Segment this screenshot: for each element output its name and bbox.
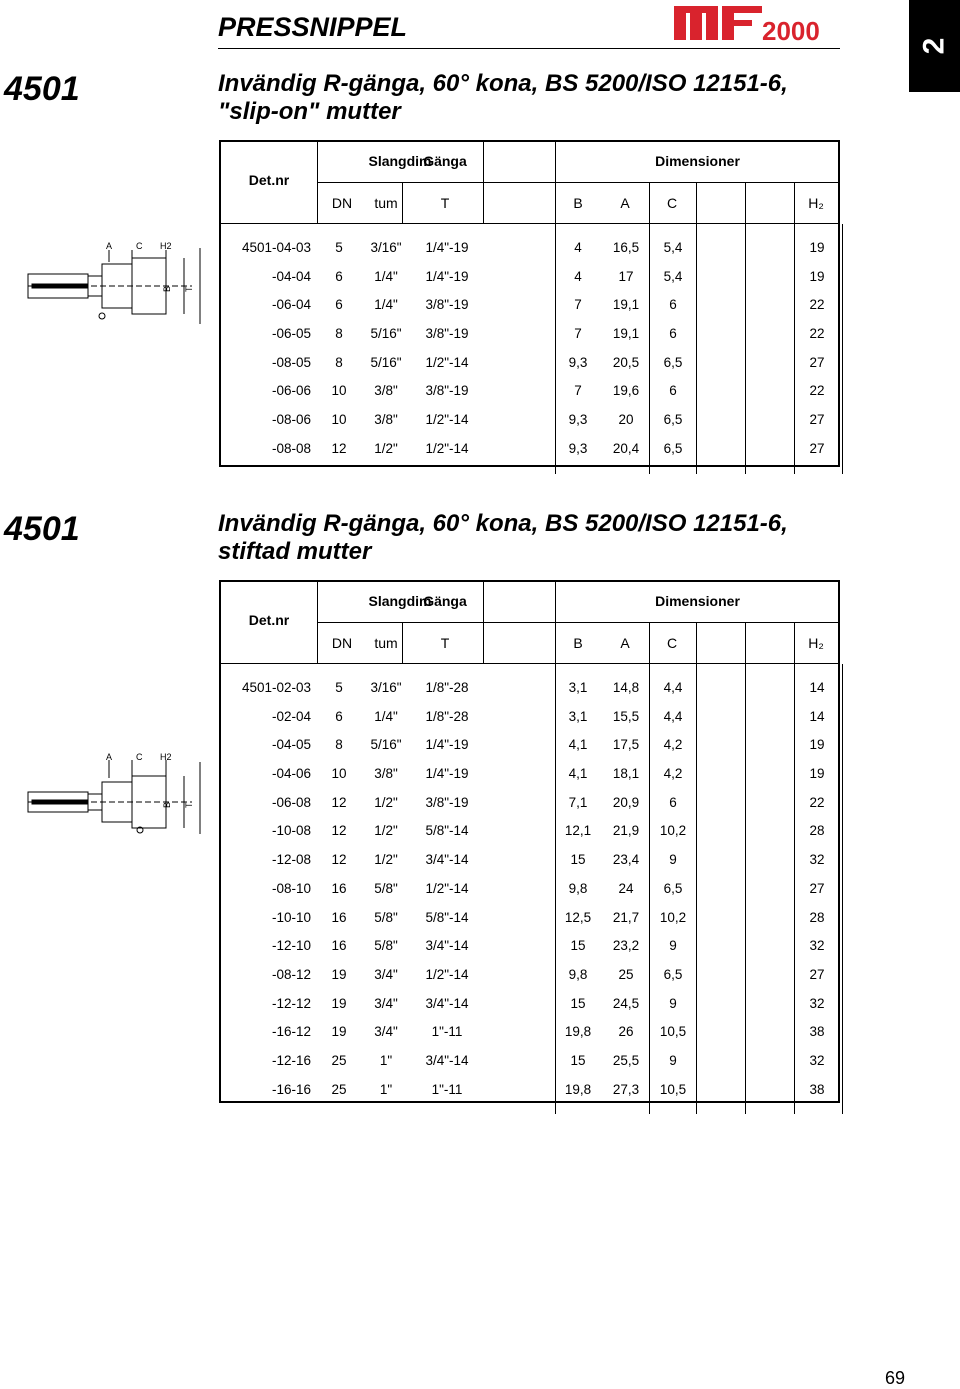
- cell-b: 9,3: [568, 440, 588, 456]
- body-divider: [649, 224, 650, 474]
- cell-tum: 1/2": [374, 794, 398, 810]
- cell-c: 9: [669, 995, 677, 1011]
- cell-tum: 1/4": [374, 708, 398, 724]
- header-detnr: Det.nr: [248, 612, 290, 628]
- product-title-2: [218, 510, 858, 566]
- cell-dn: 12: [331, 823, 347, 839]
- cell-tum: 1/2": [374, 852, 398, 868]
- cell-detnr: 4501-04-03: [241, 240, 311, 255]
- spec-table-2: [219, 580, 840, 1103]
- cell-thread: 1/4"-19: [425, 268, 469, 284]
- cell-dn: 10: [331, 766, 347, 782]
- cell-a: 18,1: [612, 766, 640, 782]
- cell-detnr: -04-06: [271, 766, 311, 782]
- cell-b: 7,1: [568, 794, 588, 810]
- cell-dn: 6: [335, 297, 343, 313]
- cell-b: 3,1: [568, 708, 588, 724]
- cell-detnr: -10-08: [271, 823, 311, 839]
- drawing-label-t: T: [184, 802, 194, 808]
- header-t: T: [440, 635, 450, 651]
- cell-tum: 1/2": [374, 440, 398, 456]
- cell-thread: 1"-11: [431, 1081, 463, 1097]
- cell-dn: 19: [331, 1024, 347, 1040]
- cell-tum: 5/16": [370, 737, 402, 753]
- cell-dn: 25: [331, 1081, 347, 1097]
- cell-b: 19,8: [564, 1081, 592, 1097]
- cell-c: 6,5: [663, 440, 683, 456]
- cell-tum: 3/8": [374, 412, 398, 428]
- header-dn: DN: [331, 635, 353, 651]
- header-slangdim: Slangdim: [368, 153, 432, 169]
- header-tum: tum: [374, 635, 398, 651]
- cell-h2: 27: [809, 412, 825, 428]
- cell-thread: 5/8"-14: [425, 909, 469, 925]
- cell-thread: 1/2"-14: [425, 440, 469, 456]
- fitting-drawing-slip-on: [24, 240, 204, 330]
- cell-c: 10,2: [659, 823, 687, 839]
- cell-h2: 38: [809, 1081, 825, 1097]
- cell-detnr: -12-12: [271, 995, 311, 1011]
- header-detnr: Det.nr: [248, 172, 290, 188]
- cell-h2: 19: [809, 240, 825, 255]
- cell-thread: 3/4"-14: [425, 938, 469, 954]
- cell-dn: 12: [331, 852, 347, 868]
- cell-c: 6: [669, 383, 677, 399]
- brand-logo: [672, 2, 842, 44]
- cell-dn: 8: [335, 737, 343, 753]
- cell-b: 19,8: [564, 1024, 592, 1040]
- cell-c: 6,5: [663, 880, 683, 896]
- cell-c: 6: [669, 794, 677, 810]
- cell-tum: 1/4": [374, 297, 398, 313]
- cell-b: 4,1: [568, 737, 588, 753]
- cell-thread: 3/8"-19: [425, 326, 469, 342]
- cell-a: 23,4: [612, 852, 640, 868]
- cell-h2: 19: [809, 766, 825, 782]
- cell-c: 5,4: [663, 268, 683, 284]
- header-ganga: Gänga: [423, 153, 467, 169]
- cell-b: 9,3: [568, 412, 588, 428]
- header-a: A: [620, 195, 630, 211]
- body-divider: [842, 664, 843, 1114]
- cell-thread: 1/4"-19: [425, 766, 469, 782]
- cell-thread: 5/8"-14: [425, 823, 469, 839]
- body-divider: [794, 224, 795, 474]
- drawing-label-c: C: [136, 752, 143, 762]
- cell-c: 10,5: [659, 1024, 687, 1040]
- header-c: C: [666, 635, 678, 651]
- cell-thread: 1/2"-14: [425, 354, 469, 370]
- section-tab-number: 2: [917, 37, 951, 55]
- cell-h2: 19: [809, 737, 825, 753]
- cell-tum: 5/8": [374, 909, 398, 925]
- cell-dn: 25: [331, 1052, 347, 1068]
- cell-detnr: 4501-02-03: [241, 680, 311, 695]
- cell-detnr: -08-08: [271, 440, 311, 456]
- cell-dn: 6: [335, 708, 343, 724]
- cell-b: 15: [570, 852, 586, 868]
- cell-a: 26: [618, 1024, 634, 1040]
- cell-detnr: -08-10: [271, 880, 311, 896]
- cell-dn: 16: [331, 938, 347, 954]
- cell-tum: 1": [379, 1081, 393, 1097]
- cell-h2: 38: [809, 1024, 825, 1040]
- cell-detnr: -08-06: [271, 412, 311, 428]
- cell-a: 20: [618, 412, 634, 428]
- cell-h2: 14: [809, 680, 825, 695]
- cell-tum: 3/8": [374, 766, 398, 782]
- cell-c: 10,2: [659, 909, 687, 925]
- cell-thread: 1"-11: [431, 1024, 463, 1040]
- cell-b: 12,1: [564, 823, 592, 839]
- header-b: B: [573, 195, 583, 211]
- cell-c: 6,5: [663, 354, 683, 370]
- cell-b: 15: [570, 995, 586, 1011]
- cell-thread: 3/4"-14: [425, 852, 469, 868]
- cell-c: 6: [669, 326, 677, 342]
- cell-h2: 32: [809, 938, 825, 954]
- cell-a: 14,8: [612, 680, 640, 695]
- body-divider: [696, 224, 697, 474]
- cell-detnr: -06-05: [271, 326, 311, 342]
- cell-tum: 5/8": [374, 880, 398, 896]
- cell-b: 7: [574, 383, 582, 399]
- cell-a: 25: [618, 966, 634, 982]
- header-slangdim: Slangdim: [368, 593, 432, 609]
- cell-detnr: -10-10: [271, 909, 311, 925]
- cell-c: 9: [669, 938, 677, 954]
- cell-c: 6,5: [663, 412, 683, 428]
- header-ganga: Gänga: [423, 593, 467, 609]
- cell-thread: 1/8"-28: [425, 708, 469, 724]
- cell-dn: 10: [331, 412, 347, 428]
- body-divider: [555, 664, 556, 1114]
- cell-a: 15,5: [612, 708, 640, 724]
- cell-h2: 27: [809, 440, 825, 456]
- cell-detnr: -06-06: [271, 383, 311, 399]
- cell-h2: 32: [809, 995, 825, 1011]
- fitting-drawing-stiftad: [24, 750, 204, 840]
- cell-tum: 5/16": [370, 354, 402, 370]
- header-subdivider: [696, 622, 697, 663]
- cell-tum: 3/8": [374, 383, 398, 399]
- cell-detnr: -16-12: [271, 1024, 311, 1040]
- drawing-label-t: T: [184, 286, 194, 292]
- section-tab: [909, 0, 960, 92]
- cell-h2: 22: [809, 383, 825, 399]
- product-title-1: [218, 70, 858, 126]
- table-body: [221, 224, 838, 464]
- cell-h2: 28: [809, 909, 825, 925]
- product-number-1: 4501: [4, 70, 80, 108]
- cell-tum: 1/2": [374, 823, 398, 839]
- drawing-label-b: B: [162, 285, 172, 292]
- spec-table-1: [219, 140, 840, 467]
- cell-dn: 19: [331, 995, 347, 1011]
- drawing-label-a: A: [106, 241, 113, 251]
- product-title-1-line-1: Invändig R-gänga, 60° kona, BS 5200/ISO 12151-6,: [218, 70, 788, 97]
- header-subdivider: [745, 182, 746, 223]
- table-header: [221, 142, 838, 224]
- header-h2: H₂: [808, 635, 824, 651]
- cell-c: 6: [669, 297, 677, 313]
- cell-b: 7: [574, 297, 582, 313]
- cell-a: 17: [618, 268, 634, 284]
- cell-detnr: -16-16: [271, 1081, 311, 1097]
- cell-h2: 27: [809, 966, 825, 982]
- product-title-2-line-2: stiftad mutter: [218, 538, 372, 565]
- cell-b: 7: [574, 326, 582, 342]
- header-subdivider: [696, 182, 697, 223]
- cell-c: 4,2: [663, 766, 683, 782]
- cell-b: 4: [574, 240, 582, 255]
- cell-dn: 5: [335, 680, 343, 695]
- cell-dn: 5: [335, 240, 343, 255]
- page-title: PRESSNIPPEL: [218, 12, 408, 42]
- cell-dn: 12: [331, 440, 347, 456]
- body-divider: [649, 664, 650, 1114]
- cell-detnr: -06-04: [271, 297, 311, 313]
- cell-a: 27,3: [612, 1081, 640, 1097]
- cell-thread: 3/4"-14: [425, 1052, 469, 1068]
- cell-a: 25,5: [612, 1052, 640, 1068]
- cell-tum: 3/16": [370, 240, 402, 255]
- header-dn: DN: [331, 195, 353, 211]
- cell-detnr: -04-04: [271, 268, 311, 284]
- header-rule: [218, 48, 840, 49]
- body-divider: [842, 224, 843, 474]
- cell-a: 17,5: [612, 737, 640, 753]
- cell-c: 6,5: [663, 966, 683, 982]
- cell-b: 9,8: [568, 880, 588, 896]
- cell-tum: 1/4": [374, 268, 398, 284]
- table-body: [221, 664, 838, 1104]
- cell-detnr: -08-05: [271, 354, 311, 370]
- cell-h2: 22: [809, 297, 825, 313]
- cell-thread: 1/4"-19: [425, 737, 469, 753]
- header-subdivider: [745, 622, 746, 663]
- cell-a: 20,9: [612, 794, 640, 810]
- cell-tum: 1": [379, 1052, 393, 1068]
- cell-detnr: -02-04: [271, 708, 311, 724]
- cell-tum: 3/4": [374, 966, 398, 982]
- cell-c: 4,2: [663, 737, 683, 753]
- cell-detnr: -08-12: [271, 966, 311, 982]
- cell-b: 4: [574, 268, 582, 284]
- cell-dn: 12: [331, 794, 347, 810]
- drawing-label-b: B: [162, 801, 172, 808]
- cell-a: 19,6: [612, 383, 640, 399]
- cell-thread: 1/2"-14: [425, 966, 469, 982]
- cell-a: 19,1: [612, 326, 640, 342]
- body-divider: [794, 664, 795, 1114]
- cell-a: 23,2: [612, 938, 640, 954]
- cell-b: 15: [570, 938, 586, 954]
- body-divider: [745, 664, 746, 1114]
- drawing-label-h2: H2: [160, 241, 172, 251]
- cell-h2: 22: [809, 326, 825, 342]
- header-t: T: [440, 195, 450, 211]
- cell-dn: 16: [331, 880, 347, 896]
- cell-tum: 3/16": [370, 680, 402, 695]
- cell-h2: 28: [809, 823, 825, 839]
- header-dimensioner: Dimensioner: [655, 593, 740, 609]
- cell-thread: 1/2"-14: [425, 412, 469, 428]
- cell-b: 4,1: [568, 766, 588, 782]
- drawing-label-c: C: [136, 241, 143, 251]
- cell-c: 9: [669, 1052, 677, 1068]
- cell-c: 5,4: [663, 240, 683, 255]
- cell-dn: 8: [335, 354, 343, 370]
- cell-tum: 5/16": [370, 326, 402, 342]
- cell-c: 4,4: [663, 708, 683, 724]
- header-h2: H₂: [808, 195, 824, 211]
- cell-h2: 14: [809, 708, 825, 724]
- cell-b: 9,8: [568, 966, 588, 982]
- cell-detnr: -04-05: [271, 737, 311, 753]
- cell-b: 9,3: [568, 354, 588, 370]
- cell-thread: 3/4"-14: [425, 995, 469, 1011]
- header-rule: [317, 182, 838, 183]
- cell-h2: 27: [809, 880, 825, 896]
- cell-h2: 27: [809, 354, 825, 370]
- table-header: [221, 582, 838, 664]
- cell-tum: 3/4": [374, 995, 398, 1011]
- cell-a: 20,5: [612, 354, 640, 370]
- product-title-1-line-2: "slip-on" mutter: [218, 98, 401, 125]
- cell-dn: 16: [331, 909, 347, 925]
- header-c: C: [666, 195, 678, 211]
- cell-thread: 3/8"-19: [425, 297, 469, 313]
- cell-detnr: -12-08: [271, 852, 311, 868]
- header-tum: tum: [374, 195, 398, 211]
- body-divider: [745, 224, 746, 474]
- cell-a: 19,1: [612, 297, 640, 313]
- cell-dn: 19: [331, 966, 347, 982]
- cell-h2: 32: [809, 852, 825, 868]
- cell-thread: 3/8"-19: [425, 383, 469, 399]
- drawing-label-a: A: [106, 752, 113, 762]
- cell-a: 16,5: [612, 240, 640, 255]
- body-divider: [555, 224, 556, 474]
- cell-b: 12,5: [564, 909, 592, 925]
- cell-tum: 5/8": [374, 938, 398, 954]
- cell-a: 24,5: [612, 995, 640, 1011]
- cell-detnr: -06-08: [271, 794, 311, 810]
- cell-tum: 3/4": [374, 1024, 398, 1040]
- product-title-2-line-1: Invändig R-gänga, 60° kona, BS 5200/ISO 12151-6,: [218, 510, 788, 537]
- cell-dn: 6: [335, 268, 343, 284]
- cell-detnr: -12-16: [271, 1052, 311, 1068]
- cell-c: 9: [669, 852, 677, 868]
- cell-thread: 1/8"-28: [425, 680, 469, 695]
- product-number-2: 4501: [4, 510, 80, 548]
- cell-dn: 8: [335, 326, 343, 342]
- body-divider: [696, 664, 697, 1114]
- cell-h2: 32: [809, 1052, 825, 1068]
- cell-dn: 10: [331, 383, 347, 399]
- drawing-label-h2: H2: [160, 752, 172, 762]
- header-rule: [317, 622, 838, 623]
- cell-h2: 22: [809, 794, 825, 810]
- header-dimensioner: Dimensioner: [655, 153, 740, 169]
- cell-c: 4,4: [663, 680, 683, 695]
- cell-a: 21,9: [612, 823, 640, 839]
- cell-b: 15: [570, 1052, 586, 1068]
- cell-c: 10,5: [659, 1081, 687, 1097]
- cell-detnr: -12-10: [271, 938, 311, 954]
- page-number: 69: [885, 1368, 906, 1388]
- svg-text:2000: 2000: [762, 16, 820, 44]
- cell-a: 24: [618, 880, 634, 896]
- header-a: A: [620, 635, 630, 651]
- cell-h2: 19: [809, 268, 825, 284]
- cell-thread: 3/8"-19: [425, 794, 469, 810]
- cell-a: 21,7: [612, 909, 640, 925]
- cell-a: 20,4: [612, 440, 640, 456]
- cell-thread: 1/2"-14: [425, 880, 469, 896]
- header-b: B: [573, 635, 583, 651]
- cell-thread: 1/4"-19: [425, 240, 469, 255]
- cell-b: 3,1: [568, 680, 588, 695]
